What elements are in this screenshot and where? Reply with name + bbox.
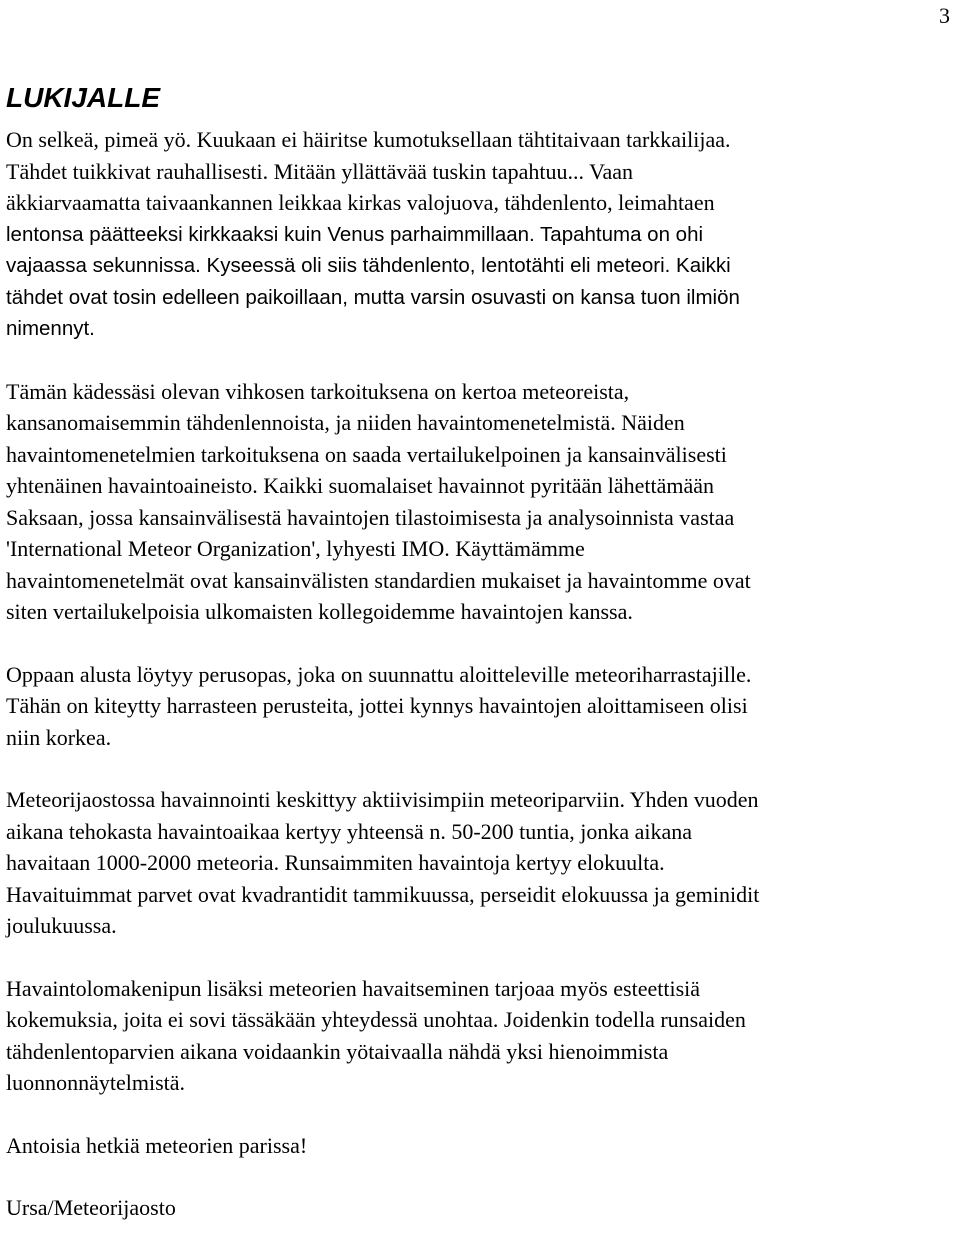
text-line: yhtenäinen havaintoaineisto. Kaikki suomalaiset havainnot pyritään lähettämään xyxy=(6,473,715,498)
text-line: nimennyt. xyxy=(6,317,95,340)
observation-paragraph xyxy=(6,784,956,942)
text-line: joulukuussa. xyxy=(6,913,117,938)
intro-paragraph xyxy=(6,124,956,345)
text-line: Havaituimmat parvet ovat kvadrantidit tammikuussa, perseidit elokuussa ja geminidit xyxy=(6,881,760,907)
text-line: kansanomaisemmin tähdenlennoista, ja niiden havaintomenetelmistä. Näiden xyxy=(6,410,685,435)
page-title: LUKIJALLE xyxy=(6,82,160,113)
text-line: Saksaan, jossa kansainvälisestä havaintojen tilastoimisesta ja analysoinnista vastaa xyxy=(6,504,735,530)
experience-paragraph xyxy=(6,973,956,1099)
text-line: 'International Meteor Organization', lyhyesti IMO. Käyttämämme xyxy=(6,536,585,561)
text-line: Antoisia hetkiä meteorien parissa! xyxy=(6,1132,308,1158)
page-number: 3 xyxy=(939,3,950,28)
text-line: kokemuksia, joita ei sovi tässäkään yhteydessä unohtaa. Joidenkin todella runsaiden xyxy=(6,1007,746,1032)
text-line: Tähän on kiteytty harrasteen perusteita, jottei kynnys havaintojen aloittamiseen olisi xyxy=(6,693,748,718)
text-line: Tämän kädessäsi olevan vihkosen tarkoituksena on kertoa meteoreista, xyxy=(6,378,630,404)
text-line: tähdenlentoparvien aikana voidaankin yötaivaalla nähdä yksi hienoimmista xyxy=(6,1038,669,1064)
text-line: aikana tehokasta havaintoaikaa kertyy yhteensä n. 50-200 tuntia, jonka aikana xyxy=(6,818,693,844)
text-line: äkkiarvaamatta taivaankannen leikkaa kirkas valojuova, tähdenlento, leimahtaen xyxy=(6,190,715,215)
text-line: havaintomenetelmät ovat kansainvälisten standardien mukaiset ja havaintomme ovat xyxy=(6,567,751,593)
signature xyxy=(6,1192,956,1224)
text-line: luonnonnäytelmistä. xyxy=(6,1070,186,1095)
text-line: niin korkea. xyxy=(6,724,112,750)
text-line: havaitaan 1000-2000 meteoria. Runsaimmiten havaintoja kertyy elokuulta. xyxy=(6,850,665,875)
text-line: siten vertailukelpoisia ulkomaisten kollegoidemme havaintojen kanssa. xyxy=(6,599,633,624)
guide-paragraph xyxy=(6,659,956,754)
text-line: Meteorijaostossa havainnointi keskittyy aktiivisimpiin meteoriparviin. Yhden vuoden xyxy=(6,787,759,812)
text-line: havaintomenetelmien tarkoituksena on saada vertailukelpoinen ja kansainvälisesti xyxy=(6,441,727,467)
text-line: Tähdet tuikkivat rauhallisesti. Mitään yllättävää tuskin tapahtuu... Vaan xyxy=(6,158,634,184)
text-line: On selkeä, pimeä yö. Kuukaan ei häiritse kumotuksellaan tähtitaivaan tarkkailijaa. xyxy=(6,127,731,152)
document-body xyxy=(6,124,956,1255)
text-line: lentonsa päätteeksi kirkkaaksi kuin Venus parhaimmillaan. Tapahtuma on ohi xyxy=(6,222,704,246)
text-line: vajaassa sekunnissa. Kyseessä oli siis tähdenlento, lentotähti eli meteori. Kaikki xyxy=(6,254,731,277)
text-line: Ursa/Meteorijaosto xyxy=(6,1195,176,1220)
closing-greeting xyxy=(6,1130,956,1162)
text-line: tähdet ovat tosin edelleen paikoillaan, mutta varsin osuvasti on kansa tuon ilmiön xyxy=(6,285,740,309)
text-line: Havaintolomakenipun lisäksi meteorien havaitseminen tarjoaa myös esteettisiä xyxy=(6,975,701,1001)
text-line: Oppaan alusta löytyy perusopas, joka on suunnattu aloitteleville meteoriharrastajille. xyxy=(6,661,752,687)
purpose-paragraph xyxy=(6,376,956,628)
